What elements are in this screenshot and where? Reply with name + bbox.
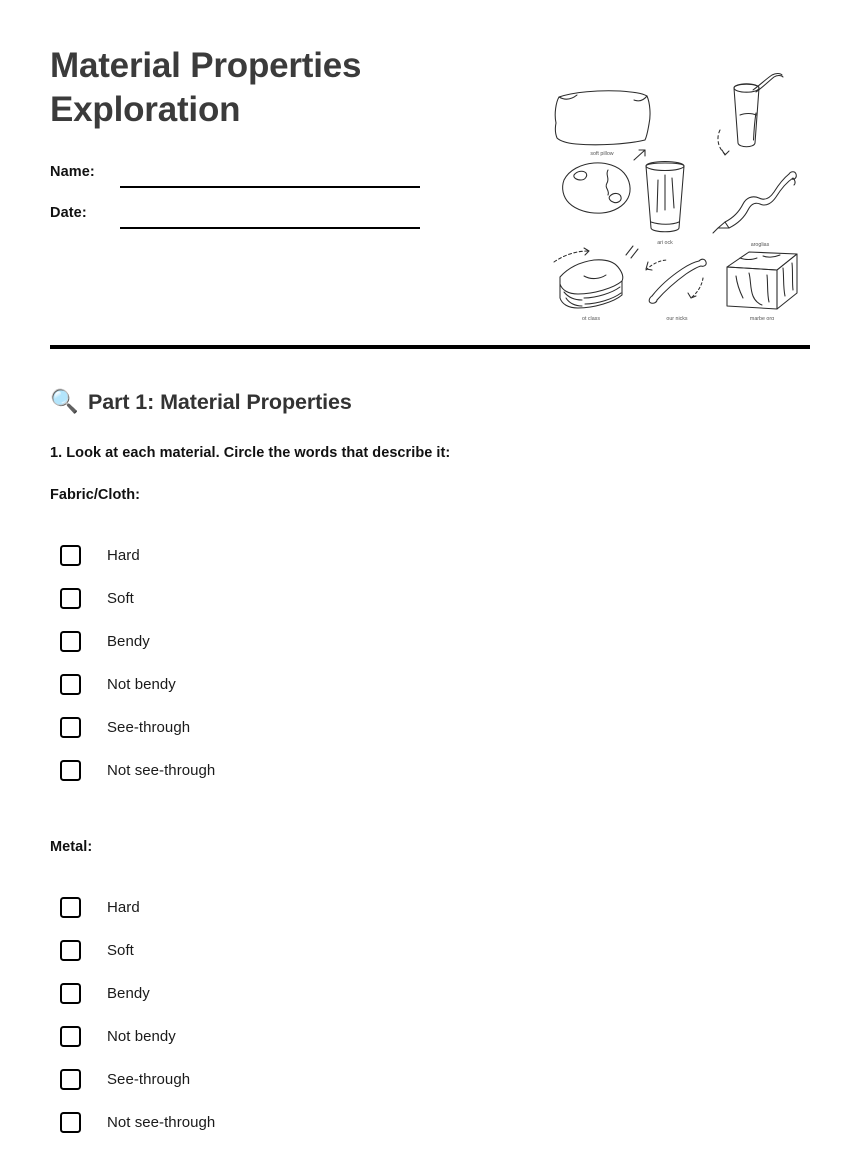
date-field-label: Date: <box>50 205 87 221</box>
option-row-fabric-not-bendy[interactable] <box>50 673 750 695</box>
glass-with-straw-sketch <box>718 74 783 156</box>
option-label-fabric-hard: Hard <box>107 546 140 564</box>
bent-metal-rod-sketch <box>713 172 796 248</box>
checkbox-fabric-hard[interactable] <box>60 545 81 566</box>
option-row-metal-not-bendy[interactable] <box>50 1025 750 1047</box>
checkbox-metal-not-bendy[interactable] <box>60 1026 81 1047</box>
checkbox-fabric-bendy[interactable] <box>60 631 81 652</box>
checkbox-fabric-not-bendy[interactable] <box>60 674 81 695</box>
marble-block-sketch <box>727 252 797 320</box>
wooden-stick-sketch <box>646 259 706 320</box>
option-label-fabric-not-see-through: Not see-through <box>107 761 216 779</box>
svg-text:our nicks: our nicks <box>666 316 688 320</box>
option-row-fabric-see-through[interactable] <box>50 716 750 738</box>
option-label-fabric-not-bendy: Not bendy <box>107 675 176 693</box>
option-label-metal-soft: Soft <box>107 941 134 959</box>
svg-text:marbe org: marbe org <box>749 316 775 320</box>
option-label-metal-hard: Hard <box>107 898 140 916</box>
checkbox-fabric-see-through[interactable] <box>60 717 81 738</box>
question-1-text: 1. Look at each material. Circle the words that describe it: <box>50 445 451 461</box>
option-label-fabric-soft: Soft <box>107 589 134 607</box>
material-group-metal <box>50 839 750 1133</box>
option-row-metal-not-see-through[interactable] <box>50 1111 750 1133</box>
rock-sketch <box>563 150 645 213</box>
option-label-fabric-see-through: See-through <box>107 718 191 736</box>
material-group-fabric-cloth <box>50 487 750 781</box>
magnifying-glass-icon: 🔍 <box>50 389 79 415</box>
option-label-metal-see-through: See-through <box>107 1070 191 1088</box>
page-title-line-1: Material Properties <box>50 46 362 85</box>
option-row-fabric-soft[interactable] <box>50 587 750 609</box>
page-title-line-2: Exploration <box>50 90 241 130</box>
worksheet-header <box>50 44 810 320</box>
material-group-label: Metal: <box>50 839 93 855</box>
folded-cloth-sketch <box>554 246 638 320</box>
page-title <box>50 44 470 133</box>
checkbox-metal-soft[interactable] <box>60 940 81 961</box>
date-field-row <box>50 205 430 235</box>
option-row-fabric-hard[interactable] <box>50 544 750 566</box>
materials-illustration <box>544 70 814 320</box>
option-row-fabric-not-see-through[interactable] <box>50 759 750 781</box>
name-write-in-line[interactable] <box>120 186 420 188</box>
option-row-metal-bendy[interactable] <box>50 982 750 1004</box>
glass-of-water-sketch <box>646 162 684 247</box>
option-label-metal-not-see-through: Not see-through <box>107 1113 216 1131</box>
option-row-metal-hard[interactable] <box>50 896 750 918</box>
name-field-row <box>50 164 430 194</box>
svg-text:ot class: ot class <box>582 316 600 320</box>
date-write-in-line[interactable] <box>120 227 420 229</box>
checkbox-metal-see-through[interactable] <box>60 1069 81 1090</box>
part-1-title: Part 1: Material Properties <box>88 389 352 414</box>
svg-text:soft pillow: soft pillow <box>590 151 614 157</box>
material-group-label: Fabric/Cloth: <box>50 487 141 503</box>
option-row-metal-see-through[interactable] <box>50 1068 750 1090</box>
checkbox-fabric-not-see-through[interactable] <box>60 760 81 781</box>
option-label-fabric-bendy: Bendy <box>107 632 150 650</box>
option-label-metal-not-bendy: Not bendy <box>107 1027 176 1045</box>
checkbox-fabric-soft[interactable] <box>60 588 81 609</box>
option-row-fabric-bendy[interactable] <box>50 630 750 652</box>
materials-illustration-svg <box>544 70 814 320</box>
checkbox-metal-bendy[interactable] <box>60 983 81 1004</box>
svg-text:aroglias: aroglias <box>750 242 770 248</box>
part-1-heading <box>50 388 352 416</box>
soft-pillow-sketch <box>555 91 650 157</box>
checkbox-metal-not-see-through[interactable] <box>60 1112 81 1133</box>
checkbox-metal-hard[interactable] <box>60 897 81 918</box>
name-field-label: Name: <box>50 164 95 180</box>
svg-text:ari ock: ari ock <box>657 240 673 246</box>
section-divider <box>50 345 810 349</box>
option-label-metal-bendy: Bendy <box>107 984 150 1002</box>
option-row-metal-soft[interactable] <box>50 939 750 961</box>
